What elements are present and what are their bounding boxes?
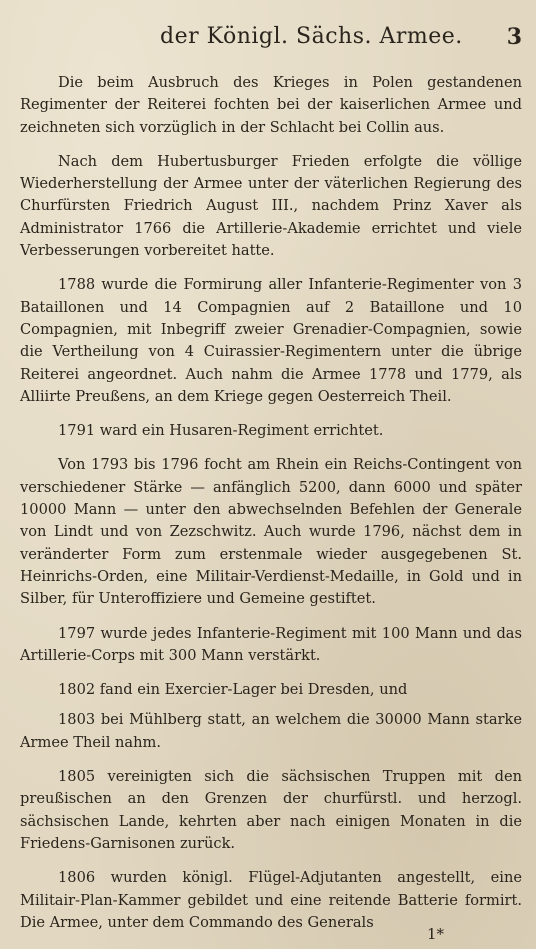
page-number: 3 <box>506 24 522 50</box>
signature-mark: 1* <box>426 925 444 943</box>
paragraph: Von 1793 bis 1796 focht am Rhein ein Reichs-Contingent von verschiedener Stärke — anfänglich 5200, dann 6000 und später 10000 Mann — unter den abwechselnden Befehlen der Generale von Lindt und von Zezschwitz. Auch wurde 1796, nächst dem in veränderter Form zum erstenmale wieder ausgegebenen St. Heinrichs-Orden, eine Militair-Verdienst-Medaille, in Gold und in Silber, für Unteroffiziere und Gemeine gestiftet. <box>20 456 522 608</box>
paragraph: 1788 wurde die Formirung aller Infanterie-Regimenter von 3 Bataillonen und 14 Compagnien auf 2 Bataillone und 10 Compagnien, mit Inbegriff zweier Grenadier-Compagnien, sowie die Vertheilung von 4 Cuirassier-Regimentern unter die übrige Reiterei angeordnet. Auch nahm die Armee 1778 und 1779, als Alliirte Preußens, an dem Kriege gegen Oesterreich Theil. <box>20 276 522 405</box>
paragraph: Die beim Ausbruch des Krieges in Polen gestandenen Regimenter der Reiterei fochten bei der kaiserlichen Armee und zeichneten sich vorzüglich in der Schlacht bei Collin aus. <box>20 74 522 136</box>
paragraph: 1806 wurden königl. Flügel-Adjutanten angestellt, eine Militair-Plan-Kammer gebildet und eine reitende Batterie formirt. Die Armee, unter dem Commando des Generals <box>20 869 522 931</box>
page-header <box>0 22 536 54</box>
page-body <box>20 72 522 946</box>
paragraph: 1805 vereinigten sich die sächsischen Truppen mit den preußischen an den Grenzen der churfürstl. und herzogl. sächsischen Lande, kehrten aber nach einigen Monaten in die Friedens-Garnisonen zurück. <box>20 768 522 852</box>
paragraph: 1802 fand ein Exercier-Lager bei Dresden, und <box>58 681 408 699</box>
paragraph: 1797 wurde jedes Infanterie-Regiment mit 100 Mann und das Artillerie-Corps mit 300 Mann verstärkt. <box>20 624 522 664</box>
paragraph: 1791 ward ein Husaren-Regiment errichtet. <box>58 422 384 440</box>
running-title: der Königl. Sächs. Armee. <box>160 24 463 49</box>
paragraph: Nach dem Hubertusburger Frieden erfolgte die völlige Wiederherstellung der Armee unter der väterlichen Regierung des Churfürsten Friedrich August III., nachdem Prinz Xaver als Administrator 1766 die Artillerie-Akademie errichtet und viele Verbesserungen vorbereitet hatte. <box>20 152 522 260</box>
paragraph: 1803 bei Mühlberg statt, an welchem die 30000 Mann starke Armee Theil nahm. <box>20 711 522 751</box>
